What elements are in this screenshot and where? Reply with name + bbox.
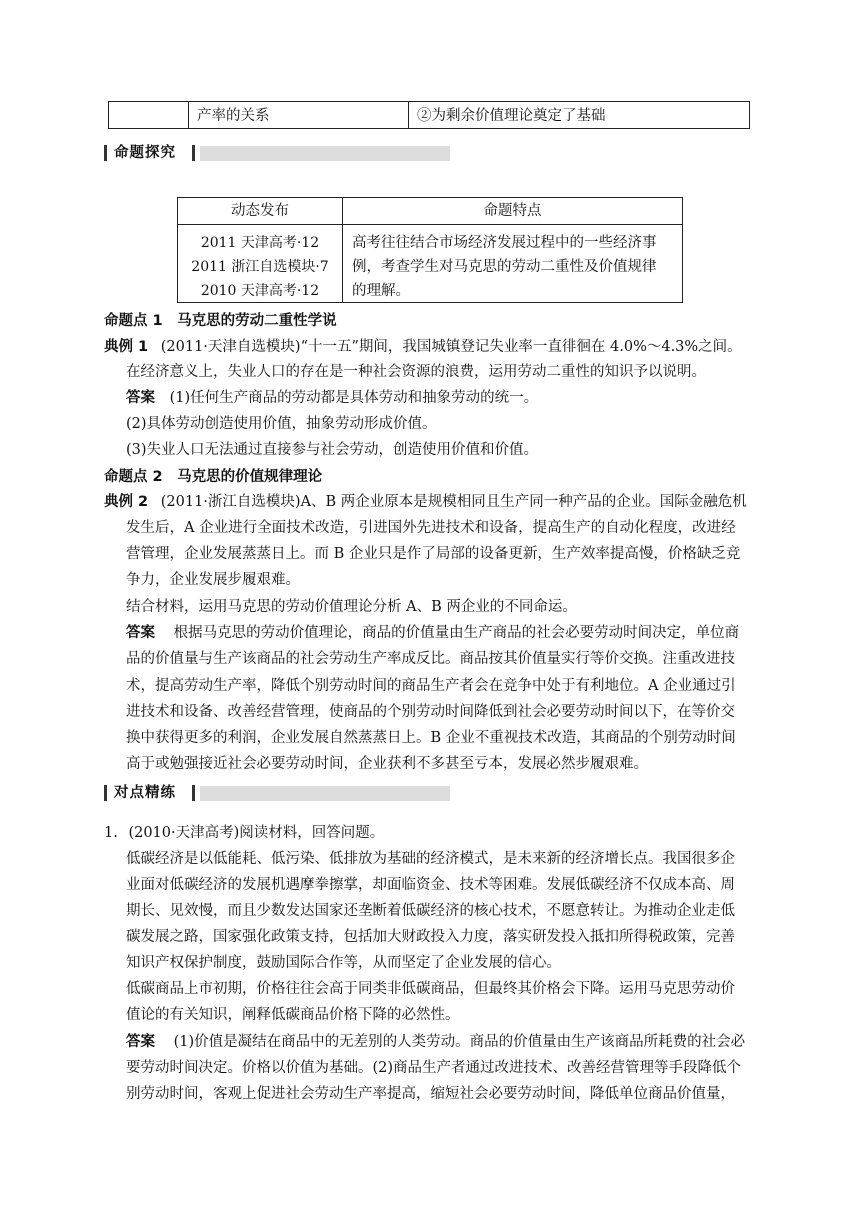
table-cell-text: ②为剩余价值理论奠定了基础 <box>417 108 606 124</box>
feature-line: 的理解。 <box>352 283 410 299</box>
release-item: 2011 天津高考·12 <box>200 235 320 251</box>
example-label: 典例 2 <box>104 494 149 510</box>
answer-line: (1)价值是凝结在商品中的无差别的人类劳动。商品的价值量由生产该商品所耗费的社会必 <box>173 1034 746 1050</box>
feature-line: 高考往往结合市场经济发展过程中的一些经济事 <box>352 235 657 251</box>
question-1 <box>104 823 384 843</box>
answer-1 <box>126 388 538 408</box>
answer-line: (2)具体劳动创造使用价值，抽象劳动形成价值。 <box>126 416 437 432</box>
answer-q1 <box>126 1032 745 1052</box>
answer-2 <box>126 623 739 643</box>
material-line: 业面对低碳经济的发展机遇摩拳擦掌，却面临资金、技术等困难。发展低碳经济不仅成本高、周 <box>126 877 735 893</box>
section-header-mingti <box>104 143 450 163</box>
answer-line: 别劳动时间，客观上促进社会劳动生产率提高，缩短社会必要劳动时间，降低单位商品价值量， <box>126 1086 735 1102</box>
answer-label: 答案 <box>126 390 155 406</box>
example-line: 在经济意义上，失业人口的存在是一种社会资源的浪费，运用劳动二重性的知识予以说明。 <box>126 364 706 380</box>
example-2 <box>104 492 747 512</box>
answer-line: 品的价值量与生产该商品的社会劳动生产率成反比。商品按其价值量实行等价交换。注重改进技 <box>126 651 735 667</box>
material-line: 知识产权保护制度，鼓励国际合作等，从而坚定了企业发展的信心。 <box>126 955 561 971</box>
example-1 <box>104 337 742 357</box>
section-header-duidian <box>104 783 450 803</box>
example-line: (2011·浙江自选模块)A、B 两企业原本是规模相同且生产同一种产品的企业。国际金融危机 <box>160 494 747 510</box>
material-line: 期长、见效慢，而且少数发达国家还垄断着低碳经济的核心技术，不愿意转让。为推动企业走低 <box>126 903 735 919</box>
dynamic-release-table <box>177 197 683 303</box>
example-line: (2011·天津自选模块)“十一五”期间，我国城镇登记失业率一直徘徊在 4.0%～4.3%之间。 <box>160 339 742 355</box>
table-header-feature: 命题特点 <box>483 203 542 219</box>
feature-line: 例，考查学生对马克思的劳动二重性及价值规律 <box>352 259 657 275</box>
question-line: 值论的有关知识，阐释低碳商品价格下降的必然性。 <box>126 1007 460 1023</box>
table-cell-empty <box>109 102 189 128</box>
material-line: 碳发展之路，国家强化政策支持，包括加大财政投入力度，落实研发投入抵扣所得税政策，完善 <box>126 929 735 945</box>
answer-line: 根据马克思的劳动价值理论，商品的价值量由生产商品的社会必要劳动时间决定，单位商 <box>173 625 740 641</box>
example-line: 发生后，A 企业进行全面技术改造，引进国外先进技术和设备，提高生产的自动化程度，改进经 <box>126 520 736 536</box>
point-title: 命题点 1 马克思的劳动二重性学说 <box>104 313 337 329</box>
section-title: 命题探究 <box>114 145 176 161</box>
answer-label: 答案 <box>126 1034 155 1050</box>
table-header-release: 动态发布 <box>231 203 289 219</box>
release-item: 2011 浙江自选模块·7 <box>191 259 329 275</box>
release-list <box>178 231 342 303</box>
answer-line: 要劳动时间决定。价格以价值为基础。(2)商品生产者通过改进技术、改善经营管理等手段降低个 <box>126 1060 742 1076</box>
question-line: 低碳商品上市初期，价格往往会高于同类非低碳商品，但最终其价格会下降。运用马克思劳动价 <box>126 981 735 997</box>
example-line: 争力，企业发展步履艰难。 <box>126 572 300 588</box>
table-cell-text: 产率的关系 <box>189 102 409 128</box>
answer-line: (3)失业人口无法通过直接参与社会劳动，创造使用价值和价值。 <box>126 442 539 458</box>
question-source: (2010·天津高考) <box>128 825 240 841</box>
point-title: 命题点 2 马克思的价值规律理论 <box>104 469 323 485</box>
feature-text <box>352 231 678 303</box>
continuation-table <box>108 101 750 129</box>
example-line: 结合材料，运用马克思的劳动价值理论分析 A、B 两企业的不同命运。 <box>126 599 577 615</box>
release-item: 2010 天津高考·12 <box>200 283 320 299</box>
answer-line: 高于或勉强接近社会必要劳动时间，企业获利不多甚至亏本，发展必然步履艰难。 <box>126 756 648 772</box>
answer-line: 进技术和设备、改善经营管理，使商品的个别劳动时间降低到社会必要劳动时间以下，在等价交 <box>126 704 735 720</box>
example-line: 营管理，企业发展蒸蒸日上。而 B 企业只是作了局部的设备更新，生产效率提高慢，价格缺乏竞 <box>126 546 741 562</box>
example-label: 典例 1 <box>104 339 149 355</box>
answer-line: (1)任何生产商品的劳动都是具体劳动和抽象劳动的统一。 <box>169 390 539 406</box>
question-prompt: 阅读材料，回答问题。 <box>239 825 385 841</box>
section-title: 对点精练 <box>114 785 176 801</box>
answer-label: 答案 <box>126 625 155 641</box>
material-line: 低碳经济是以低能耗、低污染、低排放为基础的经济模式，是未来新的经济增长点。我国很多企 <box>126 851 735 867</box>
answer-line: 术，提高劳动生产率，降低个别劳动时间的商品生产者会在竞争中处于有利地位。A 企业通过引 <box>126 678 736 694</box>
answer-line: 换中获得更多的利润，企业发展自然蒸蒸日上。B 企业不重视技术改造，其商品的个别劳动时间 <box>126 730 736 746</box>
question-number: 1. <box>104 825 118 841</box>
